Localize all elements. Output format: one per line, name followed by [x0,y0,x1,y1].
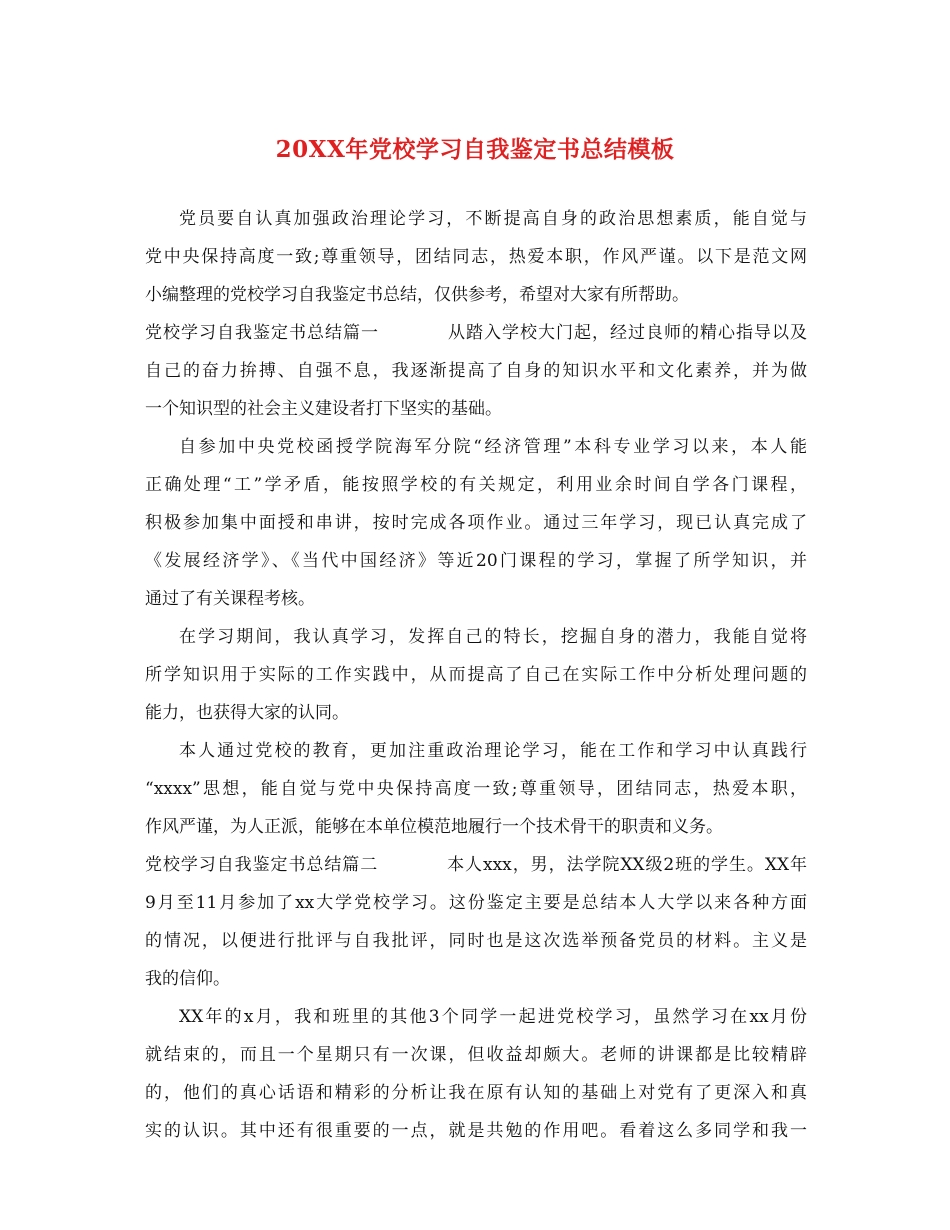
paragraph-line: 实的认识。其中还有很重要的一点，就是共勉的作用吧。看着这么多同学和我一 [145,1121,807,1141]
paragraph-line: 就结束的，而且一个星期只有一次课，但收益却颇大。老师的讲课都是比较精辟 [145,1045,807,1065]
paragraph-line: 所学知识用于实际的工作实践中，从而提高了自己在实际工作中分析处理问题的 [145,665,807,685]
section-heading-line [145,314,807,352]
paragraph-text: 本人xxx，男，法学院XX级2班的学生。XX年 [446,855,807,875]
document-title: 20XX年党校学习自我鉴定书总结模板 [275,136,675,163]
paragraph-line: 正确处理“工”学矛盾，能按照学校的有关规定，利用业余时间自学各门课程， [145,475,807,495]
paragraph-line: 小编整理的党校学习自我鉴定书总结，仅供参考，希望对大家有所帮助。 [145,285,689,305]
document-body [145,200,807,1150]
section-heading-line [145,846,807,884]
paragraph-line: 党中央保持高度一致;尊重领导，团结同志，热爱本职，作风严谨。以下是范文网 [145,247,807,267]
paragraph-line: 自己的奋力拚搏、自强不息，我逐渐提高了自身的知识水平和文化素养，并为做 [145,361,807,381]
paragraph-line: 的，他们的真心话语和精彩的分析让我在原有认知的基础上对党有了更深入和真 [145,1083,807,1103]
paragraph-line: 党员要自认真加强政治理论学习，不断提高自身的政治思想素质，能自觉与 [179,209,807,229]
section-heading: 党校学习自我鉴定书总结篇一 [145,323,379,343]
paragraph-text: 从踏入学校大门起，经过良师的精心指导以及 [447,323,807,343]
paragraph-line: 9月至11月参加了xx大学党校学习。这份鉴定主要是总结本人大学以来各种方面 [145,893,807,913]
paragraph-line: 《发展经济学》、《当代中国经济》等近20门课程的学习，掌握了所学知识，并 [145,551,807,571]
paragraph-line: “xxxx”思想，能自觉与党中央保持高度一致;尊重领导，团结同志，热爱本职， [145,779,807,799]
paragraph-line: 在学习期间，我认真学习，发挥自己的特长，挖掘自身的潜力，我能自觉将 [179,627,807,647]
section-heading: 党校学习自我鉴定书总结篇二 [145,855,379,875]
paragraph-line: 能力，也获得大家的认同。 [145,703,349,723]
paragraph-line: 自参加中央党校函授学院海军分院“经济管理”本科专业学习以来，本人能 [179,437,807,457]
paragraph-line: 作风严谨，为人正派，能够在本单位模范地履行一个技术骨干的职责和义务。 [145,817,723,837]
paragraph-line: 我的信仰。 [145,969,230,989]
paragraph-line: 一个知识型的社会主义建设者打下坚实的基础。 [145,399,502,419]
paragraph-line: 通过了有关课程考核。 [145,589,315,609]
paragraph-line: 本人通过党校的教育，更加注重政治理论学习，能在工作和学习中认真践行 [179,741,807,761]
paragraph-line: XX年的x月，我和班里的其他3个同学一起进党校学习，虽然学习在xx月份 [179,1007,807,1027]
paragraph-line: 积极参加集中面授和串讲，按时完成各项作业。通过三年学习，现已认真完成了 [145,513,807,533]
paragraph-line: 的情况，以便进行批评与自我批评，同时也是这次选举预备党员的材料。主义是 [145,931,807,951]
